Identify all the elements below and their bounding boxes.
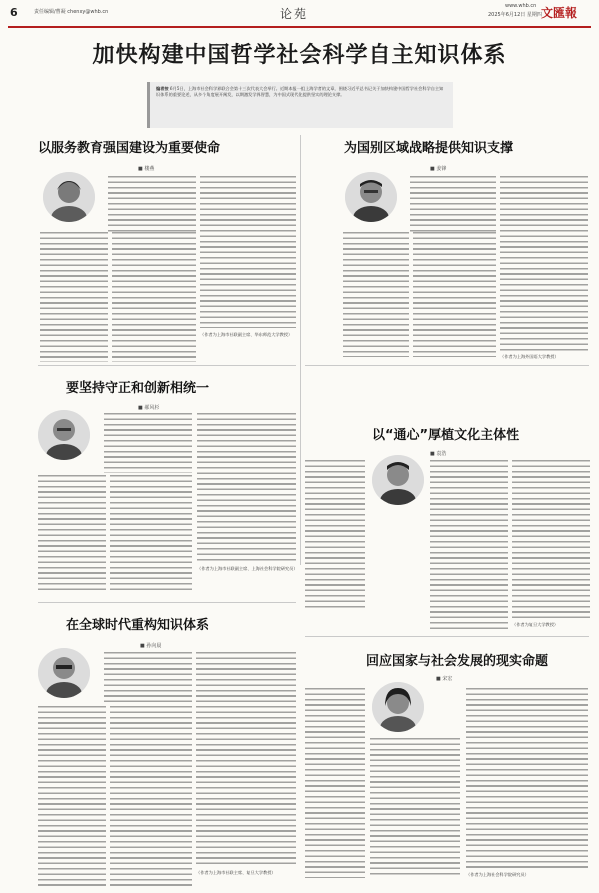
author-note: （作者为上海市社联副主席、上海社会科学院研究员） — [197, 566, 298, 571]
article-text-column — [343, 232, 409, 357]
article-text-column — [112, 232, 196, 362]
article-title: 要坚持守正和创新相统一 — [66, 381, 210, 396]
column-divider — [300, 135, 301, 565]
article-title: 在全球时代重构知识体系 — [66, 618, 210, 633]
article-text-column — [108, 176, 196, 232]
website-link[interactable]: www.whb.cn — [505, 3, 537, 9]
author-note: （作者为上海市社联主席、复旦大学教授） — [196, 870, 276, 875]
newspaper-logo: 文匯報 — [541, 6, 578, 20]
page-number: 6 — [10, 6, 18, 19]
article-text-column — [40, 232, 108, 362]
author-note: （作者为上海社会科学院研究员） — [466, 872, 529, 877]
article-text-column — [110, 706, 192, 886]
article-author: ■ 袁浩 — [430, 451, 447, 457]
editor-line: 责任编辑/曹凝 chenxy@whb.cn — [34, 9, 109, 15]
header-rule — [8, 26, 591, 28]
article-divider — [305, 365, 589, 366]
article-text-column — [466, 688, 588, 868]
article-author: ■ 孙向晨 — [140, 643, 162, 649]
author-portrait — [372, 455, 424, 505]
article-text-column — [512, 460, 590, 618]
author-note: （作者为复旦大学教授） — [512, 622, 559, 627]
article-text-column — [305, 460, 365, 610]
article-title: 以“通心”厚植文化主体性 — [372, 428, 520, 443]
article-text-column — [305, 688, 365, 878]
article-text-column — [413, 232, 496, 357]
article-text-column — [38, 706, 106, 886]
article-divider — [305, 636, 589, 637]
article-title: 回应国家与社会发展的现实命题 — [366, 654, 549, 669]
article-text-column — [196, 652, 296, 866]
article-text-column — [500, 176, 588, 352]
article-title: 以服务教育强国建设为重要使命 — [38, 141, 221, 156]
author-portrait — [372, 682, 424, 732]
article-text-column — [370, 738, 460, 878]
article-text-column — [110, 475, 192, 593]
section-name: 论苑 — [280, 7, 309, 21]
editor-note-label: 编者按 — [156, 86, 169, 91]
editor-note-box — [147, 82, 453, 128]
article-text-column — [200, 176, 296, 328]
article-text-column — [104, 413, 192, 473]
author-portrait — [38, 648, 90, 698]
article-author: ■ 姜锋 — [430, 166, 447, 172]
article-divider — [38, 365, 296, 366]
article-title: 为国别区域战略提供知识支撑 — [344, 141, 514, 156]
editor-note-text: 6月5日，上海市社会科学界联合会第十三次代表大会举行。近期本报一组上海学者的文章，围绕习近平总书记关于加快构建中国哲学社会科学自主知识体系的重要论述，从多个角度展开阐发，以期激发学界智慧，为中国式现代化提供坚实的理论支撑。 — [156, 86, 444, 97]
article-text-column — [410, 176, 496, 232]
author-portrait — [38, 410, 90, 460]
article-divider — [38, 602, 296, 603]
author-note: （作者为上海市社联副主席、华东师范大学教授） — [200, 332, 293, 337]
article-author: ■ 楼燕 — [138, 166, 155, 172]
page-main-title: 加快构建中国哲学社会科学自主知识体系 — [92, 43, 507, 68]
author-note: （作者为上海外国语大学教授） — [500, 354, 559, 359]
author-portrait — [43, 172, 95, 222]
article-text-column — [104, 652, 192, 704]
article-author: ■ 宋宏 — [436, 676, 453, 682]
page-header — [0, 0, 599, 24]
article-text-column — [38, 475, 106, 593]
author-portrait — [345, 172, 397, 222]
article-text-column — [197, 413, 296, 563]
article-text-column — [430, 460, 508, 630]
article-author: ■ 郝风杉 — [138, 405, 160, 411]
issue-date: 2025年6月12日 星期四 — [488, 12, 542, 18]
